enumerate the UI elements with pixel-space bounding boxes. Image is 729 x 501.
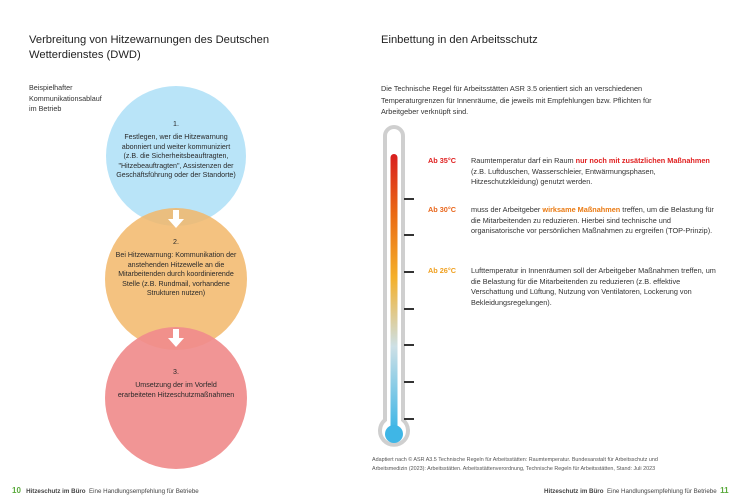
right-heading: Einbettung in den Arbeitsschutz <box>381 34 538 46</box>
thermometer-icon <box>374 124 414 454</box>
step-2-description: Bei Hitzewarnung: Kommunikation der anstehenden Hitzewelle an die Mitarbeitenden durch koordinierende Stelle (z.B. Rundmail, vorhandene Strukturen nutzen) <box>115 251 237 298</box>
level-label: Ab 26°C <box>428 266 457 275</box>
side-label: Beispielhafter Kommunikationsablauf im Betrieb <box>29 83 102 113</box>
scale-tick <box>404 381 414 383</box>
scale-tick <box>404 271 414 273</box>
level-35 <box>428 156 718 196</box>
level-text: (z.B. Luftduschen, Wasserschleier, Entwärmungsphasen, Hitzeschutzkleidung) genutzt werden. <box>471 166 656 187</box>
scale-tick <box>404 418 414 420</box>
level-text: Lufttemperatur in Innenräumen soll der Arbeitgeber Maßnahmen treffen, um die Belastung für die Mitarbeitenden zu reduzieren (z.B. effektive Verschattung und Lüftung, Nutzung von Ventilatoren, Lockerung von Bekleidungsregelungen). <box>471 266 716 307</box>
level-26 <box>428 266 718 326</box>
step-2-number: 2. <box>173 238 179 246</box>
level-text: muss der Arbeitgeber <box>471 205 543 214</box>
step-1-description: Festlegen, wer die Hitzewarnung abonniert und weiter kommuniziert (z.B. die Sicherheitsbeauftragten, "Hitzebeauftragten", Assistenzen der Geschäftsführung oder der Standorte) <box>116 133 236 180</box>
step-3-text <box>116 368 236 400</box>
level-label: Ab 35°C <box>428 156 457 165</box>
page-number-left: 10 <box>12 486 21 495</box>
level-label: Ab 30°C <box>428 205 457 214</box>
footer-brand: Hitzeschutz im Büro <box>26 488 86 495</box>
level-text: treffen, um die Belastung für die Mitarbeitenden zu reduzieren. Hierbei sind technische und organisatorische vor persönlichen Maßnahmen zu ergreifen (TOP-Prinzip). <box>471 205 714 236</box>
level-description <box>471 205 716 237</box>
step-1-text <box>114 120 238 180</box>
scale-tick <box>404 234 414 236</box>
level-highlight: nur noch mit zusätzlichen Maßnahmen <box>575 156 710 165</box>
footer-right <box>544 486 729 495</box>
scale-tick <box>404 308 414 310</box>
page-number-right: 11 <box>720 486 729 495</box>
arrow-down-icon <box>166 209 186 229</box>
left-heading: Verbreitung von Hitzewarnungen des Deutschen Wetterdienstes (DWD) <box>29 34 270 61</box>
footer-subtitle: Eine Handlungsempfehlung für Betriebe <box>606 488 717 495</box>
source-note: Adaptiert nach © ASR A3.5 Technische Regeln für Arbeitsstätten: Raumtemperatur. Bundesanstalt für Arbeitsschutz und Arbeitsmedizin (2023): Arbeitsstätten. Arbeitsstättenverordnung, Technische Regeln für Arbeitsstätten, Stand: Juli 2023 <box>372 457 658 472</box>
intro-text: Die Technische Regel für Arbeitsstätten ASR 3.5 orientiert sich an verschiedenen Temperaturgrenzen für Innenräume, die jeweils mit Empfehlungen bzw. Pflichten für Arbeitgeber verknüpft sind. <box>381 84 652 116</box>
scale-tick <box>404 198 414 200</box>
level-30 <box>428 205 718 255</box>
footer-brand: Hitzeschutz im Büro <box>544 488 604 495</box>
level-description <box>471 156 716 188</box>
level-description <box>471 266 716 308</box>
scale-tick <box>404 344 414 346</box>
footer-left <box>12 486 352 495</box>
level-highlight: wirksame Maßnahmen <box>542 205 621 214</box>
step-2-text <box>112 238 240 298</box>
step-3-description: Umsetzung der im Vorfeld erarbeiteten Hitzeschutzmaßnahmen <box>117 381 235 399</box>
step-3-number: 3. <box>173 368 179 376</box>
footer-subtitle: Eine Handlungsempfehlung für Betriebe <box>89 488 199 495</box>
step-1-number: 1. <box>173 120 179 128</box>
level-text: Raumtemperatur darf ein Raum <box>471 156 576 165</box>
arrow-down-icon <box>166 328 186 348</box>
